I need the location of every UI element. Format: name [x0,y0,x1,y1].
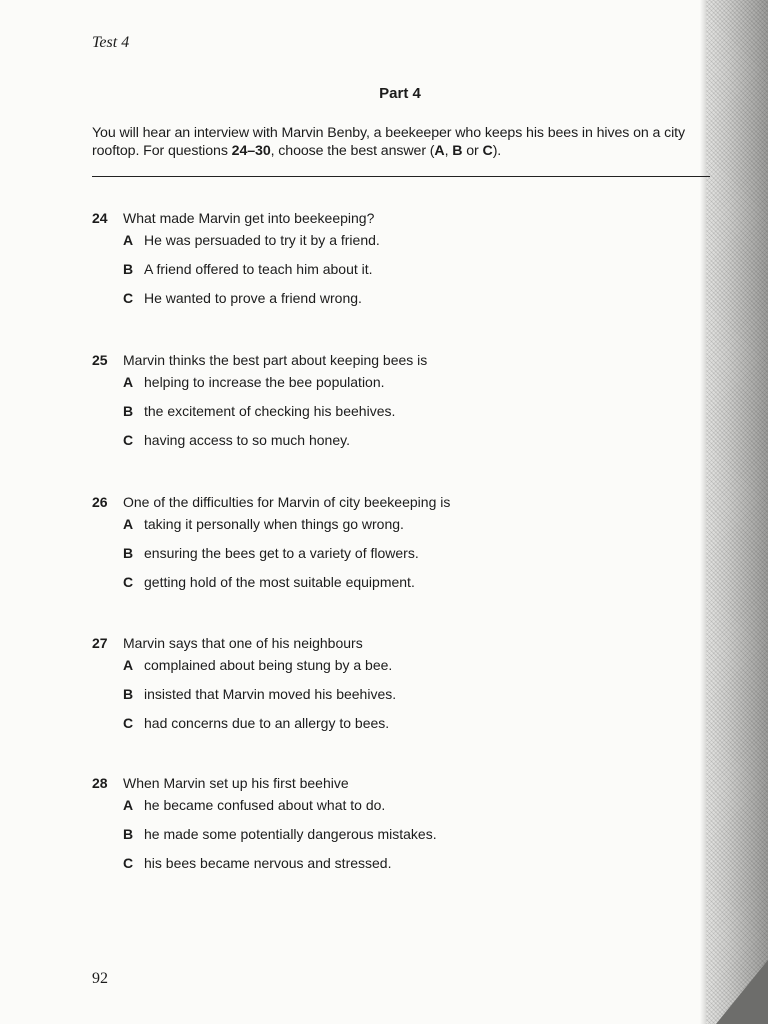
instructions: You will hear an interview with Marvin Benby, a beekeeper who keeps his bees in hives on a city rooftop. For questions 24–30, choose the best answer (A, B or C). [92,125,686,159]
question-number: 26 [92,494,108,510]
question-stem: What made Marvin get into beekeeping? [123,210,375,226]
option-a: A taking it personally when things go wrong. [123,516,404,532]
question-stem: Marvin thinks the best part about keeping bees is [123,352,428,368]
question-number: 27 [92,635,108,651]
option-a: A He was persuaded to try it by a friend. [123,232,380,248]
option-c: C his bees became nervous and stressed. [123,855,392,871]
option-c: C having access to so much honey. [123,432,350,448]
option-c: C He wanted to prove a friend wrong. [123,290,362,306]
question-number: 25 [92,352,108,368]
page-number: 92 [92,970,108,987]
option-b: B ensuring the bees get to a variety of flowers. [123,545,419,561]
running-head: Test 4 [92,34,130,51]
option-b: B he made some potentially dangerous mistakes. [123,826,437,842]
option-c: C had concerns due to an allergy to bees. [123,715,390,731]
page-corner-shadow [716,960,768,1024]
option-b: B the excitement of checking his beehives. [123,403,396,419]
question-stem: When Marvin set up his first beehive [123,775,349,791]
question-27 [92,635,692,744]
question-stem: One of the difficulties for Marvin of city beekeeping is [123,494,451,510]
part-title: Part 4 [379,85,421,102]
question-number: 24 [92,210,108,226]
option-a: A he became confused about what to do. [123,797,386,813]
page-binding-gutter [706,0,768,1024]
option-a: A helping to increase the bee population. [123,374,385,390]
option-c: C getting hold of the most suitable equipment. [123,574,415,590]
question-25 [92,352,692,461]
option-b: B insisted that Marvin moved his beehives. [123,686,397,702]
question-28 [92,775,692,884]
divider-rule [92,176,710,177]
option-a: A complained about being stung by a bee. [123,657,393,673]
question-26 [92,494,692,603]
question-stem: Marvin says that one of his neighbours [123,635,363,651]
question-number: 28 [92,775,108,791]
option-b: B A friend offered to teach him about it. [123,261,373,277]
question-24 [92,210,692,319]
